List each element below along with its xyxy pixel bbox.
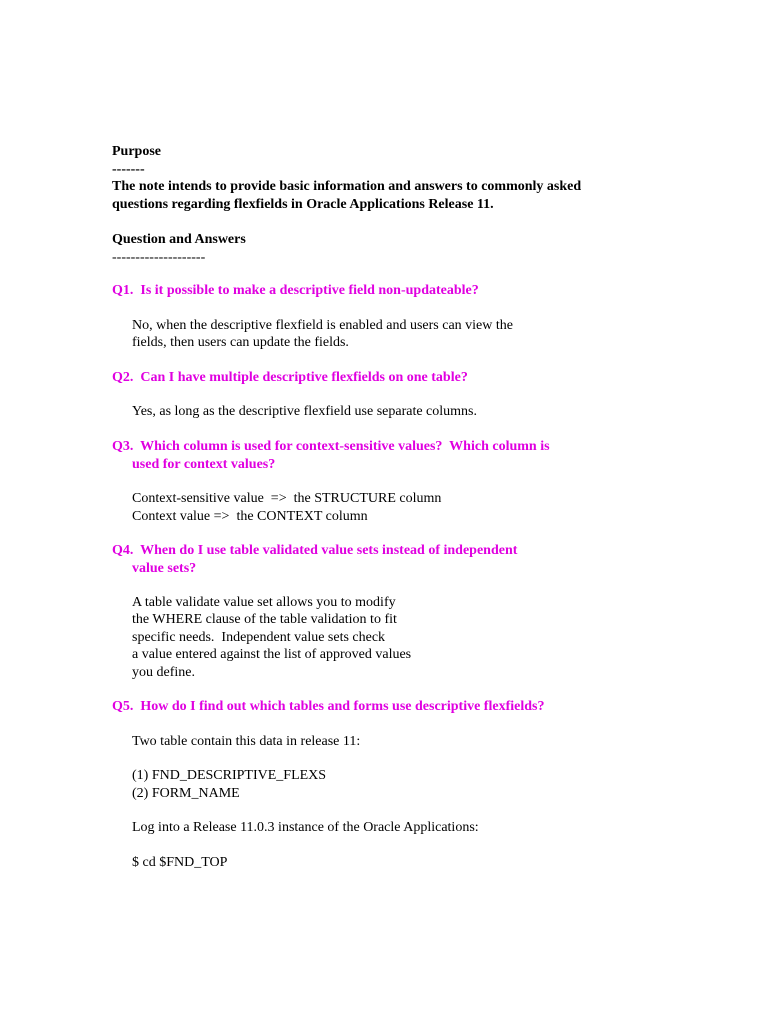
qa-heading: Question and Answers — [112, 232, 246, 247]
q5-answer-line: Two table contain this data in release 11: — [132, 734, 361, 749]
q3-question: Q3. Which column is used for context-sensitive values? Which column is — [112, 439, 550, 454]
q4-answer-line: specific needs. Independent value sets check — [132, 630, 386, 645]
q4-answer-line: the WHERE clause of the table validation to fit — [132, 612, 397, 627]
q5-question: Q5. How do I find out which tables and forms use descriptive flexfields? — [112, 699, 545, 714]
q5-answer-line: (2) FORM_NAME — [132, 786, 240, 801]
q3-answer-line: Context-sensitive value => the STRUCTURE column — [132, 491, 442, 506]
q4-question: Q4. When do I use table validated value sets instead of independent — [112, 543, 518, 558]
q2-question: Q2. Can I have multiple descriptive flexfields on one table? — [112, 370, 468, 385]
purpose-heading: Purpose — [112, 144, 161, 159]
q2-answer-line: Yes, as long as the descriptive flexfield use separate columns. — [132, 404, 477, 419]
q5-answer-line: (1) FND_DESCRIPTIVE_FLEXS — [132, 768, 327, 783]
q5-answer-line: Log into a Release 11.0.3 instance of the Oracle Applications: — [132, 820, 479, 835]
intro-line-1: The note intends to provide basic information and answers to commonly asked — [112, 179, 582, 194]
q3-question-cont: used for context values? — [132, 457, 276, 472]
q4-answer-line: you define. — [132, 665, 195, 680]
q1-answer-line: fields, then users can update the fields. — [132, 335, 349, 350]
q4-question-cont: value sets? — [132, 561, 197, 576]
q4-answer-line: a value entered against the list of approved values — [132, 647, 412, 662]
qa-rule: -------------------- — [112, 250, 206, 265]
q4-answer-line: A table validate value set allows you to modify — [132, 595, 396, 610]
purpose-rule: ------- — [112, 162, 145, 177]
q1-question: Q1. Is it possible to make a descriptive field non-updateable? — [112, 283, 479, 298]
q3-answer-line: Context value => the CONTEXT column — [132, 509, 368, 524]
q5-answer-line: $ cd $FND_TOP — [132, 855, 228, 870]
intro-line-2: questions regarding flexfields in Oracle Applications Release 11. — [112, 197, 494, 212]
q1-answer-line: No, when the descriptive flexfield is enabled and users can view the — [132, 318, 513, 333]
